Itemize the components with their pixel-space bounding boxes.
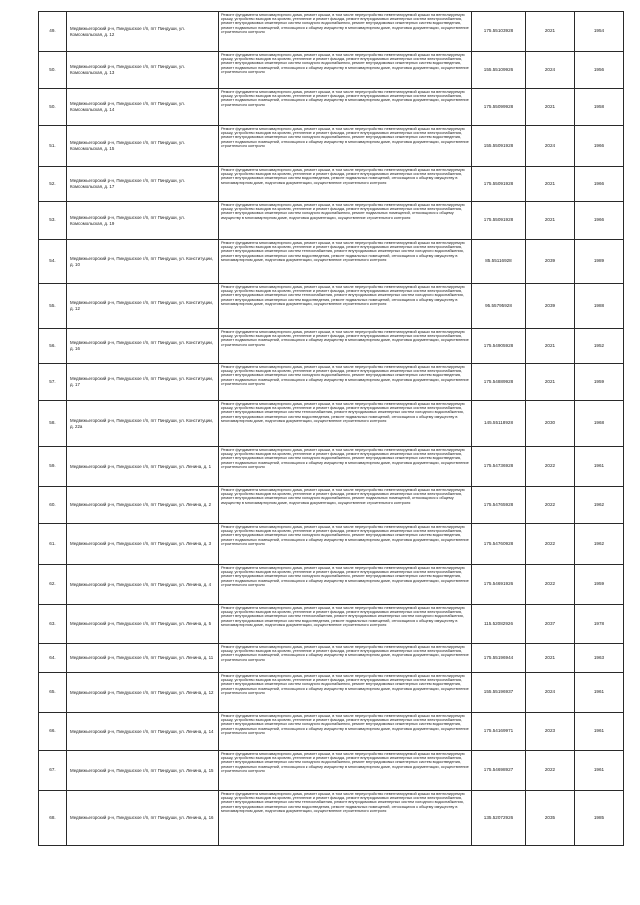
row-work-list: Ремонт фундамента многоквартирного дома, ремонт крыши, в том числе переустройство невентилируемой крыши на вентилируемую крышу, устройство выходов на кровлю, утепление и ремонт фасада, ремонт внутридомовых инженерных систем электроснабжения, ремонт внутридомовых инженерных систем теплоснабжения, ремонт внутридомовых инженерных систем холодного водоснабжения, ремонт внутридомовых инженерных систем водоотведения, ремонт подвальных помещений, относящихся к общему имуществу в многоквартирном доме, подготовка документации, осуществление строительного контроля [219, 401, 472, 447]
row-year-planned: 2022 [526, 447, 575, 487]
row-address: Медвежьегорский р-н, Пиндушское г/п, пгт Пиндуши, ул. Ленина, д. 2 [67, 487, 219, 524]
row-work-list: Ремонт фундамента многоквартирного дома, ремонт крыши, в том числе переустройство невентилируемой крыши на вентилируемую крышу, устройство выходов на кровлю, утепление и ремонт фасада, ремонт внутридомовых инженерных систем электроснабжения, ремонт внутридомовых инженерных систем холодного водоснабжения, ремонт внутридомовых инженерных систем водоотведения, ремонт подвальных помещений, относящихся к общему имуществу в многоквартирном доме, подготовка документации, осуществление строительного контроля [219, 12, 472, 52]
table-row [39, 329, 624, 364]
row-cadastral-value: 175.55091928 [472, 167, 526, 202]
row-work-list: Ремонт фундамента многоквартирного дома, ремонт крыши, в том числе переустройство невентилируемой крыши на вентилируемую крышу, устройство выходов на кровлю, утепление и ремонт фасада, ремонт внутридомовых инженерных систем электроснабжения, ремонт внутридомовых инженерных систем теплоснабжения, ремонт внутридомовых инженерных систем холодного водоснабжения, ремонт внутридомовых инженерных систем водоотведения, ремонт подвальных помещений, относящихся к общему имуществу в многоквартирном доме, подготовка документации, осуществление строительного контроля [219, 791, 472, 846]
table-row [39, 673, 624, 713]
table-row [39, 240, 624, 284]
document-page [38, 11, 623, 846]
row-address: Медвежьегорский р-н, Пиндушское г/п, пгт Пиндуши, ул. Комсомольская, д. 14 [67, 89, 219, 126]
row-address: Медвежьегорский р-н, Пиндушское г/п, пгт Пиндуши, ул. Ленина, д. 3 [67, 524, 219, 565]
row-year-built: 1962 [575, 487, 624, 524]
row-number: 60. [39, 487, 67, 524]
row-work-list: Ремонт фундамента многоквартирного дома, ремонт крыши, в том числе переустройство невентилируемой крыши на вентилируемую крышу, устройство выходов на кровлю, утепление и ремонт фасада, ремонт внутридомовых инженерных систем электроснабжения, ремонт подвальных помещений, относящихся к общему имуществу в многоквартирном доме, подготовка документации, осуществление строительного контроля [219, 89, 472, 126]
table-row [39, 89, 624, 126]
row-number: 55. [39, 284, 67, 329]
row-cadastral-value: 175.54765928 [472, 487, 526, 524]
row-address: Медвежьегорский р-н, Пиндушское г/п, пгт Пиндуши, ул. Конституции, д. 10 [67, 240, 219, 284]
row-work-list: Ремонт фундамента многоквартирного дома, ремонт крыши, в том числе переустройство невентилируемой крыши на вентилируемую крышу, устройство выходов на кровлю, утепление и ремонт фасада, ремонт внутридомовых инженерных систем электроснабжения, ремонт внутридомовых инженерных систем холодного водоснабжения, ремонт внутридомовых инженерных систем водоотведения, ремонт подвальных помещений, относящихся к общему имуществу в многоквартирном доме, подготовка документации, осуществление строительного контроля [219, 524, 472, 565]
row-number: 63. [39, 605, 67, 644]
table-row [39, 284, 624, 329]
row-number: 50. [39, 52, 67, 89]
row-address: Медвежьегорский р-н, Пиндушское г/п, пгт Пиндуши, ул. Конституции, д. 16 [67, 329, 219, 364]
row-year-planned: 2021 [526, 329, 575, 364]
row-number: 54. [39, 240, 67, 284]
row-number: 49. [39, 12, 67, 52]
row-number: 64. [39, 644, 67, 673]
row-year-built: 1961 [575, 713, 624, 751]
row-work-list: Ремонт фундамента многоквартирного дома, ремонт крыши, в том числе переустройство невентилируемой крыши на вентилируемую крышу, устройство выходов на кровлю, утепление и ремонт фасада, ремонт внутридомовых инженерных систем электроснабжения, ремонт внутридомовых инженерных систем холодного водоснабжения, ремонт подвальных помещений, относящихся к общему имуществу в многоквартирном доме, подготовка документации, осуществление строительного контроля [219, 202, 472, 240]
row-year-planned: 2024 [526, 126, 575, 167]
table-row [39, 447, 624, 487]
row-year-built: 1966 [575, 167, 624, 202]
row-year-built: 1961 [575, 751, 624, 791]
row-number: 59. [39, 447, 67, 487]
row-year-planned: 2022 [526, 751, 575, 791]
table-row [39, 52, 624, 89]
row-year-planned: 2021 [526, 167, 575, 202]
row-address: Медвежьегорский р-н, Пиндушское г/п, пгт Пиндуши, ул. Комсомольская, д. 15 [67, 126, 219, 167]
row-address: Медвежьегорский р-н, Пиндушское г/п, пгт Пиндуши, ул. Ленина, д. 12 [67, 673, 219, 713]
row-cadastral-value: 175.54736928 [472, 447, 526, 487]
row-year-built: 1966 [575, 126, 624, 167]
row-year-built: 1962 [575, 524, 624, 565]
row-address: Медвежьегорский р-н, Пиндушское г/п, пгт Пиндуши, ул. Ленина, д. 16 [67, 791, 219, 846]
row-year-planned: 2021 [526, 644, 575, 673]
row-cadastral-value: 175.55091928 [472, 202, 526, 240]
row-number: 52. [39, 167, 67, 202]
row-year-planned: 2024 [526, 673, 575, 713]
row-address: Медвежьегорский р-н, Пиндушское г/п, пгт Пиндуши, ул. Ленина, д. 14 [67, 713, 219, 751]
row-year-built: 1978 [575, 605, 624, 644]
row-year-planned: 2021 [526, 89, 575, 126]
row-address: Медвежьегорский р-н, Пиндушское г/п, пгт Пиндуши, ул. Ленина, д. 4 [67, 565, 219, 605]
row-work-list: Ремонт фундамента многоквартирного дома, ремонт крыши, в том числе переустройство невентилируемой крыши на вентилируемую крышу, устройство выходов на кровлю, утепление и ремонт фасада, ремонт внутридомовых инженерных систем электроснабжения, ремонт внутридомовых инженерных систем холодного водоснабжения, ремонт внутридомовых инженерных систем водоотведения, ремонт подвальных помещений, относящихся к общему имуществу в многоквартирном доме, подготовка документации, осуществление строительного контроля [219, 565, 472, 605]
row-work-list: Ремонт фундамента многоквартирного дома, ремонт крыши, в том числе переустройство невентилируемой крыши на вентилируемую крышу, устройство выходов на кровлю, утепление и ремонт фасада, ремонт внутридомовых инженерных систем электроснабжения, ремонт внутридомовых инженерных систем теплоснабжения, ремонт внутридомовых инженерных систем холодного водоснабжения, ремонт внутридомовых инженерных систем водоотведения, ремонт подвальных помещений, относящихся к общему имуществу в многоквартирном доме, подготовка документации, осуществление строительного контроля [219, 605, 472, 644]
row-work-list: Ремонт фундамента многоквартирного дома, ремонт крыши, в том числе переустройство невентилируемой крыши на вентилируемую крышу, устройство выходов на кровлю, утепление и ремонт фасада, ремонт внутридомовых инженерных систем электроснабжения, ремонт внутридомовых инженерных систем холодного водоснабжения, ремонт внутридомовых инженерных систем водоотведения, ремонт подвальных помещений, относящихся к общему имуществу в многоквартирном доме, подготовка документации, осуществление строительного контроля [219, 364, 472, 401]
row-year-built: 1968 [575, 401, 624, 447]
row-number: 67. [39, 751, 67, 791]
row-cadastral-value: 155.55196937 [472, 673, 526, 713]
row-cadastral-value: 175.54905928 [472, 329, 526, 364]
row-cadastral-value: 175.54760928 [472, 524, 526, 565]
repair-plan-table [38, 11, 624, 846]
row-year-planned: 2022 [526, 524, 575, 565]
row-work-list: Ремонт фундамента многоквартирного дома, ремонт крыши, в том числе переустройство невентилируемой крыши на вентилируемую крышу, устройство выходов на кровлю, утепление и ремонт фасада, ремонт внутридомовых инженерных систем электроснабжения, ремонт внутридомовых инженерных систем теплоснабжения, ремонт внутридомовых инженерных систем холодного водоснабжения, ремонт внутридомовых инженерных систем водоотведения, ремонт подвальных помещений, относящихся к общему имуществу в многоквартирном доме, подготовка документации, осуществление строительного контроля [219, 240, 472, 284]
row-year-built: 1959 [575, 364, 624, 401]
row-address: Медвежьегорский р-н, Пиндушское г/п, пгт Пиндуши, ул. Ленина, д. 5 [67, 605, 219, 644]
row-year-planned: 2035 [526, 791, 575, 846]
row-cadastral-value: 155.55091928 [472, 126, 526, 167]
row-year-built: 1966 [575, 202, 624, 240]
table-row [39, 605, 624, 644]
row-work-list: Ремонт фундамента многоквартирного дома, ремонт крыши, в том числе переустройство невентилируемой крыши на вентилируемую крышу, устройство выходов на кровлю, утепление и ремонт фасада, ремонт внутридомовых инженерных систем электроснабжения, ремонт подвальных помещений, относящихся к общему имуществу в многоквартирном доме, подготовка документации, осуществление строительного контроля [219, 329, 472, 364]
table-row [39, 202, 624, 240]
row-cadastral-value: 85.55116928 [472, 240, 526, 284]
row-year-planned: 2021 [526, 364, 575, 401]
row-cadastral-value: 145.55118928 [472, 401, 526, 447]
row-number: 65. [39, 673, 67, 713]
row-address: Медвежьегорский р-н, Пиндушское г/п, пгт Пиндуши, ул. Ленина, д. 1 [67, 447, 219, 487]
row-number: 62. [39, 565, 67, 605]
row-number: 58. [39, 401, 67, 447]
row-year-planned: 2023 [526, 713, 575, 751]
table-row [39, 524, 624, 565]
row-year-built: 1985 [575, 791, 624, 846]
table-row [39, 713, 624, 751]
row-year-planned: 2022 [526, 565, 575, 605]
row-work-list: Ремонт фундамента многоквартирного дома, ремонт крыши, в том числе переустройство невентилируемой крыши на вентилируемую крышу, устройство выходов на кровлю, утепление и ремонт фасада, ремонт внутридомовых инженерных систем электроснабжения, ремонт внутридомовых инженерных систем холодного водоснабжения, ремонт внутридомовых инженерных систем водоотведения, ремонт подвальных помещений, относящихся к общему имуществу в многоквартирном доме, подготовка документации, осуществление строительного контроля [219, 52, 472, 89]
table-row [39, 401, 624, 447]
row-cadastral-value: 175.55099928 [472, 89, 526, 126]
row-year-built: 1956 [575, 52, 624, 89]
row-year-built: 1952 [575, 329, 624, 364]
row-number: 53. [39, 202, 67, 240]
row-year-planned: 2024 [526, 52, 575, 89]
row-address: Медвежьегорский р-н, Пиндушское г/п, пгт Пиндуши, ул. Конституции, д. 12 [67, 284, 219, 329]
table-row [39, 751, 624, 791]
row-number: 66. [39, 713, 67, 751]
row-year-planned: 2039 [526, 240, 575, 284]
row-work-list: Ремонт фундамента многоквартирного дома, ремонт крыши, в том числе переустройство невентилируемой крыши на вентилируемую крышу, устройство выходов на кровлю, утепление и ремонт фасада, ремонт внутридомовых инженерных систем электроснабжения, ремонт подвальных помещений, относящихся к общему имуществу в многоквартирном доме, подготовка документации, осуществление строительного контроля [219, 644, 472, 673]
row-work-list: Ремонт фундамента многоквартирного дома, ремонт крыши, в том числе переустройство невентилируемой крыши на вентилируемую крышу, устройство выходов на кровлю, утепление и ремонт фасада, ремонт внутридомовых инженерных систем электроснабжения, ремонт внутридомовых инженерных систем холодного водоснабжения, ремонт внутридомовых инженерных систем водоотведения, ремонт подвальных помещений, относящихся к общему имуществу в многоквартирном доме, подготовка документации, осуществление строительного контроля [219, 713, 472, 751]
row-year-built: 1954 [575, 12, 624, 52]
row-work-list: Ремонт фундамента многоквартирного дома, ремонт крыши, в том числе переустройство невентилируемой крыши на вентилируемую крышу, устройство выходов на кровлю, утепление и ремонт фасада, ремонт внутридомовых инженерных систем электроснабжения, ремонт внутридомовых инженерных систем холодного водоснабжения, ремонт внутридомовых инженерных систем водоотведения, ремонт подвальных помещений, относящихся к общему имуществу в многоквартирном доме, подготовка документации, осуществление строительного контроля [219, 447, 472, 487]
row-year-planned: 2030 [526, 401, 575, 447]
row-year-built: 1989 [575, 240, 624, 284]
row-cadastral-value: 135.52072926 [472, 791, 526, 846]
row-work-list: Ремонт фундамента многоквартирного дома, ремонт крыши, в том числе переустройство невентилируемой крыши на вентилируемую крышу, устройство выходов на кровлю, утепление и ремонт фасада, ремонт внутридомовых инженерных систем электроснабжения, ремонт внутридомовых инженерных систем водоотведения, ремонт подвальных помещений, относящихся к общему имуществу в многоквартирном доме, подготовка документации, осуществление строительного контроля [219, 167, 472, 202]
row-year-built: 1959 [575, 565, 624, 605]
row-year-planned: 2021 [526, 12, 575, 52]
row-cadastral-value: 95.55795928 [472, 284, 526, 329]
row-work-list: Ремонт фундамента многоквартирного дома, ремонт крыши, в том числе переустройство невентилируемой крыши на вентилируемую крышу, устройство выходов на кровлю, утепление и ремонт фасада, ремонт внутридомовых инженерных систем электроснабжения, ремонт внутридомовых инженерных систем теплоснабжения, ремонт внутридомовых инженерных систем холодного водоснабжения, ремонт внутридомовых инженерных систем водоотведения, ремонт подвальных помещений, относящихся к общему имуществу в многоквартирном доме, подготовка документации, осуществление строительного контроля [219, 284, 472, 329]
row-number: 51. [39, 126, 67, 167]
table-row [39, 126, 624, 167]
row-cadastral-value: 175.54889928 [472, 364, 526, 401]
row-address: Медвежьегорский р-н, Пиндушское г/п, пгт Пиндуши, ул. Конституции, д. 22а [67, 401, 219, 447]
row-year-planned: 2021 [526, 202, 575, 240]
row-year-planned: 2037 [526, 605, 575, 644]
row-address: Медвежьегорский р-н, Пиндушское г/п, пгт Пиндуши, ул. Комсомольская, д. 13 [67, 52, 219, 89]
row-year-planned: 2022 [526, 487, 575, 524]
row-work-list: Ремонт фундамента многоквартирного дома, ремонт крыши, в том числе переустройство невентилируемой крыши на вентилируемую крышу, устройство выходов на кровлю, утепление и ремонт фасада, ремонт внутридомовых инженерных систем электроснабжения, ремонт внутридомовых инженерных систем холодного водоснабжения, ремонт внутридомовых инженерных систем водоотведения, ремонт подвальных помещений, относящихся к общему имуществу в многоквартирном доме, подготовка документации, осуществление строительного контроля [219, 126, 472, 167]
table-row [39, 565, 624, 605]
row-number: 50. [39, 89, 67, 126]
row-year-built: 1958 [575, 89, 624, 126]
row-year-built: 1961 [575, 447, 624, 487]
row-year-built: 1988 [575, 284, 624, 329]
row-address: Медвежьегорский р-н, Пиндушское г/п, пгт Пиндуши, ул. Конституции, д. 17 [67, 364, 219, 401]
row-number: 68. [39, 791, 67, 846]
row-year-built: 1963 [575, 644, 624, 673]
row-cadastral-value: 115.52082926 [472, 605, 526, 644]
row-work-list: Ремонт фундамента многоквартирного дома, ремонт крыши, в том числе переустройство невентилируемой крыши на вентилируемую крышу, устройство выходов на кровлю, утепление и ремонт фасада, ремонт внутридомовых инженерных систем электроснабжения, ремонт внутридомовых инженерных систем холодного водоснабжения, ремонт внутридомовых инженерных систем водоотведения, ремонт подвальных помещений, относящихся к общему имуществу в многоквартирном доме, подготовка документации, осуществление строительного контроля [219, 673, 472, 713]
table-row [39, 364, 624, 401]
row-work-list: Ремонт фундамента многоквартирного дома, ремонт крыши, в том числе переустройство невентилируемой крыши на вентилируемую крышу, устройство выходов на кровлю, утепление и ремонт фасада, ремонт внутридомовых инженерных систем электроснабжения, ремонт внутридомовых инженерных систем холодного водоснабжения, ремонт внутридомовых инженерных систем водоотведения, ремонт подвальных помещений, относящихся к общему имуществу в многоквартирном доме, подготовка документации, осуществление строительного контроля [219, 751, 472, 791]
row-cadastral-value: 175.54698927 [472, 751, 526, 791]
row-year-planned: 2039 [526, 284, 575, 329]
row-cadastral-value: 175.55103928 [472, 12, 526, 52]
row-cadastral-value: 155.55109926 [472, 52, 526, 89]
row-number: 56. [39, 329, 67, 364]
table-row [39, 12, 624, 52]
row-address: Медвежьегорский р-н, Пиндушское г/п, пгт Пиндуши, ул. Ленина, д. 15 [67, 751, 219, 791]
table-body [39, 12, 624, 846]
row-address: Медвежьегорский р-н, Пиндушское г/п, пгт Пиндуши, ул. Комсомольская, д. 12 [67, 12, 219, 52]
table-row [39, 167, 624, 202]
row-address: Медвежьегорский р-н, Пиндушское г/п, пгт Пиндуши, ул. Ленина, д. 11 [67, 644, 219, 673]
row-number: 57. [39, 364, 67, 401]
row-address: Медвежьегорский р-н, Пиндушское г/п, пгт Пиндуши, ул. Комсомольская, д. 19 [67, 202, 219, 240]
row-year-built: 1961 [575, 673, 624, 713]
row-cadastral-value: 175.54691926 [472, 565, 526, 605]
table-row [39, 487, 624, 524]
row-address: Медвежьегорский р-н, Пиндушское г/п, пгт Пиндуши, ул. Комсомольская, д. 17 [67, 167, 219, 202]
table-row [39, 791, 624, 846]
row-number: 61. [39, 524, 67, 565]
row-work-list: Ремонт фундамента многоквартирного дома, ремонт крыши, в том числе переустройство невентилируемой крыши на вентилируемую крышу, устройство выходов на кровлю, утепление и ремонт фасада, ремонт внутридомовых инженерных систем электроснабжения, ремонт внутридомовых инженерных систем холодного водоснабжения, ремонт подвальных помещений, относящихся к общему имуществу в многоквартирном доме, подготовка документации, осуществление строительного контроля [219, 487, 472, 524]
row-cadastral-value: 175.54169971 [472, 713, 526, 751]
row-cadastral-value: 175.55196944 [472, 644, 526, 673]
table-row [39, 644, 624, 673]
